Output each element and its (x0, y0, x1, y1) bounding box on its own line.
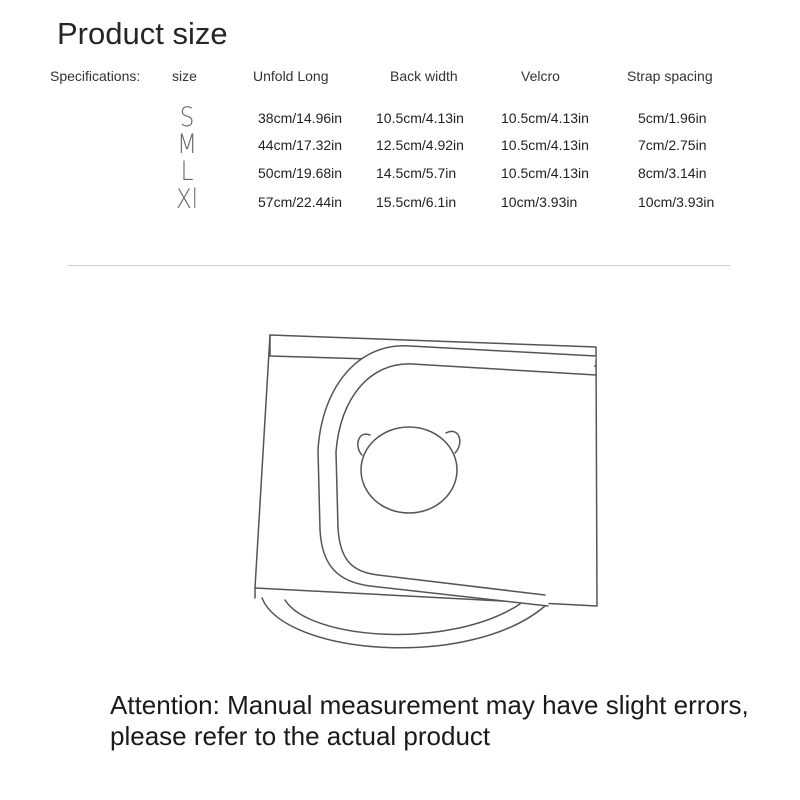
size-letter: Xl (175, 184, 199, 215)
band-bottom-strap (262, 598, 545, 648)
band-bottom-strap-inner (285, 600, 520, 634)
size-letter: M (177, 129, 197, 160)
velcro-cell: 10cm/3.93in (501, 194, 578, 210)
strap-spacing-cell: 10cm/3.93in (638, 194, 715, 210)
back-width-cell: 14.5cm/5.7in (376, 165, 457, 181)
velcro-cell: 10.5cm/4.13in (501, 137, 589, 153)
unfold-long-cell: 57cm/22.44in (258, 194, 343, 210)
specifications-label: Specifications: (50, 68, 141, 84)
unfold-long-cell: 38cm/14.96in (258, 110, 343, 126)
velcro-cell: 10.5cm/4.13in (501, 165, 589, 181)
header-back-width: Back width (390, 68, 458, 84)
belly-band-illustration (230, 320, 620, 665)
page-title: Product size (57, 16, 228, 51)
size-letter: S (179, 102, 195, 133)
unfold-long-cell: 44cm/17.32in (258, 137, 343, 153)
size-letter: L (180, 156, 194, 187)
header-velcro: Velcro (521, 68, 560, 84)
back-width-cell: 12.5cm/4.92in (376, 137, 464, 153)
velcro-cell: 10.5cm/4.13in (501, 110, 589, 126)
back-width-cell: 10.5cm/4.13in (376, 110, 464, 126)
strap-spacing-cell: 7cm/2.75in (638, 137, 707, 153)
unfold-long-cell: 50cm/19.68in (258, 165, 343, 181)
strap-spacing-cell: 5cm/1.96in (638, 110, 707, 126)
header-size: size (172, 68, 197, 84)
header-strap-spacing: Strap spacing (627, 68, 713, 84)
divider (68, 265, 730, 266)
header-unfold-long: Unfold Long (253, 68, 329, 84)
strap-spacing-cell: 8cm/3.14in (638, 165, 707, 181)
attention-note: Attention: Manual measurement may have slight errors, please refer to the actual product (110, 690, 749, 751)
back-width-cell: 15.5cm/6.1in (376, 194, 457, 210)
